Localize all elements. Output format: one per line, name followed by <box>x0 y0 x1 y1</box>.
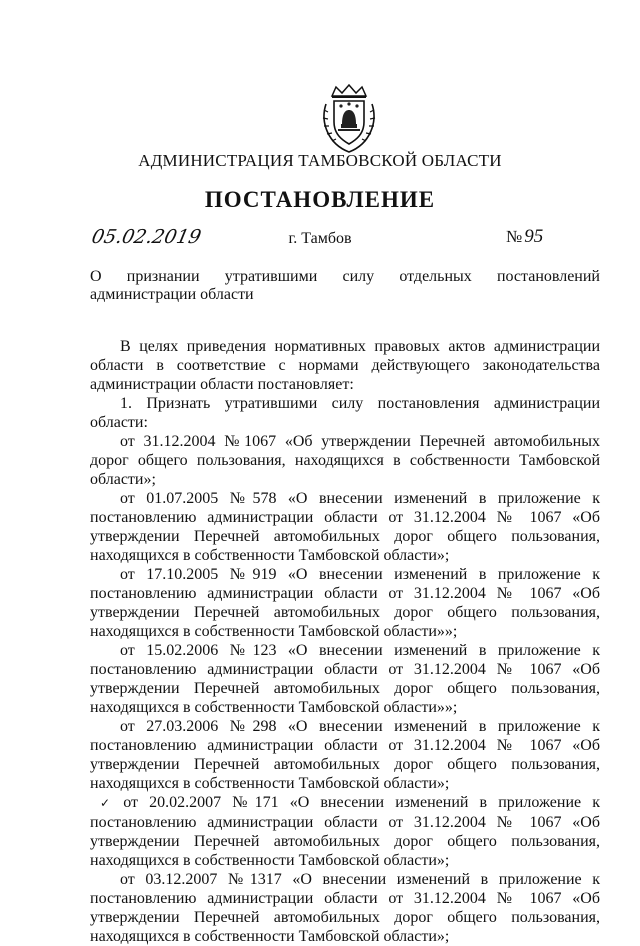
document-type-title: ПОСТАНОВЛЕНИЕ <box>204 187 436 212</box>
entry-paragraph <box>90 717 600 793</box>
document-city: г. Тамбов <box>288 230 352 247</box>
entry-text: от 17.10.2005 №919 «О внесении изменений в приложение к постановлению администрации области от 31.12.2004 № 1067 «Об утверждении Перечней автомобильных дорог общего пользования, находящихся в собственности Тамбовской области»»; <box>90 566 600 640</box>
number-value: 95 <box>524 226 544 247</box>
entry-text: от 01.07.2005 №578 «О внесении изменений в приложение к постановлению администрации области от 31.12.2004 № 1067 «Об утверждении Перечней автомобильных дорог общего пользования, находящихся в собственности Тамбовской области»; <box>90 490 600 564</box>
item-1-paragraph: 1. Признать утратившими силу постановления администрации области: <box>90 395 600 431</box>
handwritten-check-mark: ✓ <box>100 796 118 810</box>
entry-paragraph <box>90 793 600 870</box>
entry-text: от 03.12.2007 №1317 «О внесении изменений в приложение к постановлению администрации области от 31.12.2004 № 1067 «Об утверждении Перечней автомобильных дорог общего пользования, находящихся в собственности Тамбовской области»; <box>90 871 600 945</box>
entry-paragraph <box>90 641 600 717</box>
document-body <box>90 337 600 946</box>
entry-text: от 20.02.2007 №171 «О внесении изменений в приложение к постановлению администрации области от 31.12.2004 № 1067 «Об утверждении Перечней автомобильных дорог общего пользования, находящихся в собственности Тамбовской области»; <box>90 794 601 869</box>
document-date: 05.02.2019 <box>89 226 204 248</box>
tambov-coat-of-arms-icon <box>318 84 380 154</box>
entry-paragraph <box>90 489 600 565</box>
entry-paragraph <box>90 432 600 489</box>
entry-text: от 27.03.2006 №298 «О внесении изменений в приложение к постановлению администрации области от 31.12.2004 № 1067 «Об утверждении Перечней автомобильных дорог общего пользования, находящихся в собственности Тамбовской области»; <box>90 718 600 792</box>
organization-name: АДМИНИСТРАЦИЯ ТАМБОВСКОЙ ОБЛАСТИ <box>138 151 502 170</box>
document-subject: О признании утратившими силу отдельных постановлений администрации области <box>90 268 600 303</box>
preamble-paragraph: В целях приведения нормативных правовых актов администрации области в соответствие с нормами действующего законодательства администрации области постановляет: <box>90 338 600 393</box>
entry-text: от 31.12.2004 №1067 «Об утверждении Перечней автомобильных дорог общего пользования, находящихся в собственности Тамбовской области»; <box>90 433 600 488</box>
number-label: № <box>506 227 523 246</box>
entry-text: от 15.02.2006 №123 «О внесении изменений в приложение к постановлению администрации области от 31.12.2004 № 1067 «Об утверждении Перечней автомобильных дорог общего пользования, находящихся в собственности Тамбовской области»»; <box>90 642 600 716</box>
entry-paragraph <box>90 870 600 946</box>
entry-paragraph <box>90 565 600 641</box>
document-number <box>506 226 543 248</box>
